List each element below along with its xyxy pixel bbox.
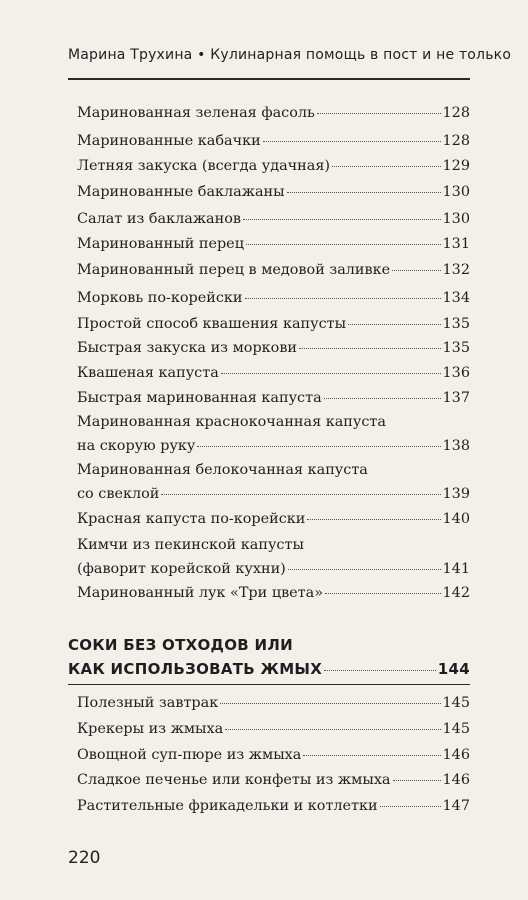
toc-entry-line bbox=[77, 434, 470, 458]
toc-entry-line bbox=[77, 101, 470, 125]
toc-entry-line bbox=[77, 386, 470, 410]
toc-entry-line bbox=[77, 312, 470, 336]
leader-dots bbox=[197, 446, 440, 447]
toc-entry-title: Сладкое печенье или конфеты из жмыха bbox=[77, 772, 391, 788]
toc-entry-title: Крекеры из жмыха bbox=[77, 721, 224, 737]
toc-entry-title: Маринованная зеленая фасоль bbox=[77, 105, 315, 121]
leader-dots bbox=[325, 593, 440, 594]
section-heading-line-2: КАК ИСПОЛЬЗОВАТЬ ЖМЫХ bbox=[68, 660, 323, 678]
toc-entry-page: 147 bbox=[442, 798, 470, 814]
toc-entry bbox=[77, 533, 470, 581]
leader-dots bbox=[246, 244, 441, 245]
toc-entry-title: Маринованный перец bbox=[77, 236, 244, 252]
toc-entry-title: Быстрая закуска из моркови bbox=[77, 340, 298, 356]
toc-entry-line bbox=[77, 129, 470, 153]
toc-entry-line bbox=[77, 768, 470, 792]
toc-entry-line bbox=[77, 361, 470, 385]
toc-entry-page: 145 bbox=[442, 695, 470, 711]
toc-entry bbox=[77, 386, 470, 410]
leader-dots bbox=[348, 324, 440, 325]
toc-entry-line bbox=[77, 180, 470, 204]
toc-entry-page: 134 bbox=[442, 290, 470, 306]
toc-entry-line bbox=[77, 482, 470, 506]
toc-entry bbox=[77, 691, 470, 715]
leader-dots bbox=[392, 270, 440, 271]
toc-entry bbox=[77, 717, 470, 741]
toc-entry bbox=[77, 361, 470, 385]
toc-entry-page: 128 bbox=[442, 133, 470, 149]
toc-entry bbox=[77, 507, 470, 531]
toc-entry-title: Маринованные кабачки bbox=[77, 133, 261, 149]
toc-entry-page: 136 bbox=[442, 365, 470, 381]
leader-dots bbox=[221, 373, 441, 374]
toc-entry bbox=[77, 101, 470, 125]
leader-dots bbox=[299, 348, 441, 349]
toc-entry-page: 130 bbox=[442, 211, 470, 227]
toc-entry-page: 131 bbox=[442, 236, 470, 252]
leader-dots bbox=[324, 670, 436, 671]
toc-entry-line bbox=[77, 533, 470, 557]
toc-entry-page: 137 bbox=[442, 390, 470, 406]
leader-dots bbox=[317, 113, 441, 114]
leader-dots bbox=[303, 755, 440, 756]
leader-dots bbox=[263, 141, 441, 142]
toc-entry bbox=[77, 180, 470, 204]
toc-entry bbox=[77, 768, 470, 792]
toc-entry-title: (фаворит корейской кухни) bbox=[77, 561, 286, 577]
toc-entry-page: 135 bbox=[442, 316, 470, 332]
toc-entry-page: 145 bbox=[442, 721, 470, 737]
toc-entry-line bbox=[77, 410, 470, 434]
leader-dots bbox=[243, 219, 441, 220]
toc-entry bbox=[77, 232, 470, 256]
toc-entry bbox=[77, 794, 470, 818]
toc-entry bbox=[77, 581, 470, 605]
toc-entry-page: 140 bbox=[442, 511, 470, 527]
leader-dots bbox=[220, 703, 440, 704]
toc-entry bbox=[77, 410, 470, 458]
toc-entry bbox=[77, 154, 470, 178]
toc-entry-line bbox=[77, 717, 470, 741]
section-heading-line-1: СОКИ БЕЗ ОТХОДОВ ИЛИ bbox=[68, 636, 293, 654]
toc-entry-title: Маринованные баклажаны bbox=[77, 184, 285, 200]
toc-entry-title: Простой способ квашения капусты bbox=[77, 316, 347, 332]
running-header: Марина Трухина • Кулинарная помощь в пост и не только bbox=[68, 47, 512, 63]
toc-entry-line bbox=[77, 232, 470, 256]
toc-entry-line bbox=[77, 691, 470, 715]
toc-entry bbox=[77, 129, 470, 153]
toc-entry-line bbox=[77, 458, 470, 482]
toc-entry-title: Салат из баклажанов bbox=[77, 211, 241, 227]
leader-dots bbox=[161, 494, 440, 495]
header-rule bbox=[68, 78, 470, 80]
section-rule bbox=[68, 684, 470, 685]
toc-entry-title: Растительные фрикадельки и котлетки bbox=[77, 798, 378, 814]
leader-dots bbox=[393, 780, 441, 781]
toc-entry-line bbox=[77, 507, 470, 531]
leader-dots bbox=[245, 298, 441, 299]
toc-entry-page: 146 bbox=[442, 772, 470, 788]
toc-entry-page: 132 bbox=[442, 262, 470, 278]
toc-entry-title: на скорую руку bbox=[77, 438, 196, 454]
toc-entry-line bbox=[77, 743, 470, 767]
toc-entry-page: 139 bbox=[442, 486, 470, 502]
toc-entry-title: со свеклой bbox=[77, 486, 160, 502]
toc-entry-page: 135 bbox=[442, 340, 470, 356]
toc-entry bbox=[77, 458, 470, 506]
toc-entry-title: Кимчи из пекинской капусты bbox=[77, 537, 304, 553]
toc-entry-line bbox=[77, 794, 470, 818]
toc-entry-title: Морковь по-корейски bbox=[77, 290, 243, 306]
toc-entry-page: 146 bbox=[442, 747, 470, 763]
toc-entry bbox=[77, 336, 470, 360]
leader-dots bbox=[287, 192, 441, 193]
toc-entry-title: Маринованная белокочанная капуста bbox=[77, 462, 368, 478]
toc-entry-title: Квашеная капуста bbox=[77, 365, 219, 381]
leader-dots bbox=[225, 729, 440, 730]
toc-entry-page: 141 bbox=[442, 561, 470, 577]
toc-entry bbox=[77, 286, 470, 310]
toc-entry bbox=[77, 207, 470, 231]
toc-entry-page: 130 bbox=[442, 184, 470, 200]
toc-entry-title: Овощной суп-пюре из жмыха bbox=[77, 747, 302, 763]
toc-entry-line bbox=[77, 581, 470, 605]
section-page-number: 144 bbox=[437, 660, 470, 678]
toc-entry-title: Маринованная краснокочанная капуста bbox=[77, 414, 386, 430]
toc-entry-page: 129 bbox=[442, 158, 470, 174]
toc-entry bbox=[77, 258, 470, 282]
leader-dots bbox=[332, 166, 440, 167]
leader-dots bbox=[380, 806, 441, 807]
toc-entry-title: Полезный завтрак bbox=[77, 695, 219, 711]
toc-entry-line bbox=[77, 336, 470, 360]
leader-dots bbox=[324, 398, 441, 399]
toc-entry-line bbox=[77, 154, 470, 178]
toc-entry-title: Маринованный перец в медовой заливке bbox=[77, 262, 391, 278]
section-heading bbox=[68, 633, 470, 681]
page-number: 220 bbox=[68, 848, 101, 868]
toc-entry-title: Красная капуста по-корейски bbox=[77, 511, 306, 527]
toc-entry-page: 142 bbox=[442, 585, 470, 601]
toc-entry bbox=[77, 312, 470, 336]
toc-entry-title: Маринованный лук «Три цвета» bbox=[77, 585, 324, 601]
leader-dots bbox=[288, 569, 441, 570]
toc-entry-line bbox=[77, 258, 470, 282]
toc-entry-title: Летняя закуска (всегда удачная) bbox=[77, 158, 331, 174]
leader-dots bbox=[307, 519, 440, 520]
toc-entry-line bbox=[77, 207, 470, 231]
toc-entry-page: 138 bbox=[442, 438, 470, 454]
toc-entry-line bbox=[77, 286, 470, 310]
toc-entry-title: Быстрая маринованная капуста bbox=[77, 390, 322, 406]
toc-entry-page: 128 bbox=[442, 105, 470, 121]
toc-entry bbox=[77, 743, 470, 767]
toc-entry-line bbox=[77, 557, 470, 581]
